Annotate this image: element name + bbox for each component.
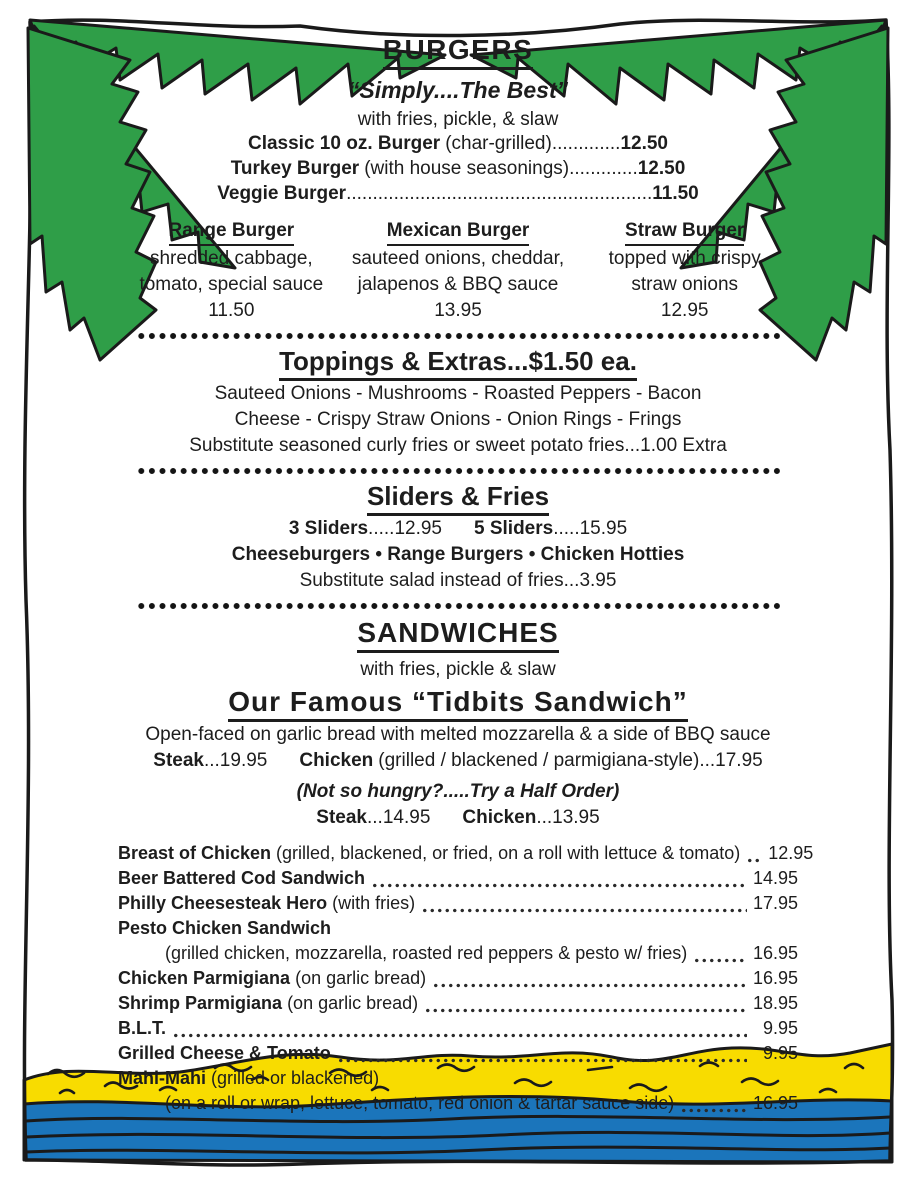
menu-item-continuation-row: (on a roll or wrap, lettuce, tomato, red onion & tartar sauce side) 16.95 [165,1093,798,1113]
dot-leader [371,883,747,888]
dot-leader [421,908,747,913]
menu-item-row: Mahi-Mahi (grilled or blackened) [118,1068,380,1088]
burger-item: Classic 10 oz. Burger (char-grilled).............12.50 [247,133,668,154]
sliders-section-title: Sliders & Fries [118,481,798,516]
specialty-burger-column: Range Burger shredded cabbage, tomato, special sauce 11.50 [118,218,345,324]
dot-leader [424,1008,747,1013]
specialty-burger-price: 13.95 [434,300,482,321]
specialty-burgers [118,218,798,324]
dotted-divider [136,602,780,610]
dot-leader [693,958,747,963]
toppings-line: Cheese - Crispy Straw Onions - Onion Rings - Frings [234,409,682,430]
sliders-substitute-line: Substitute salad instead of fries...3.95 [299,570,617,591]
menu-item-row: Grilled Cheese & Tomato 9.95 [118,1043,798,1063]
sliders-prices-line: 3 Sliders.....12.95 5 Sliders.....15.95 [288,518,628,539]
toppings-line: Substitute seasoned curly fries or sweet potato fries...1.00 Extra [189,435,727,456]
specialty-burger-column: Mexican Burger sauteed onions, cheddar, jalapenos & BBQ sauce 13.95 [345,218,572,324]
burgers-tagline: “Simply....The Best” [347,77,569,103]
tidbits-half-prices: Steak...14.95 Chicken...13.95 [316,807,600,828]
burger-item: Turkey Burger (with house seasonings).............12.50 [230,158,686,179]
menu-item-continuation-row: (grilled chicken, mozzarella, roasted red peppers & pesto w/ fries) 16.95 [165,943,798,963]
tidbits-description: Open-faced on garlic bread with melted mozzarella & a side of BBQ sauce [145,724,771,745]
dot-leader [680,1108,747,1113]
dot-leader [337,1058,747,1063]
menu-item-row: Philly Cheesesteak Hero (with fries) 17.95 [118,893,798,913]
dotted-divider [136,332,780,340]
menu-item-row: Pesto Chicken Sandwich [118,918,332,938]
burgers-section-title: BURGERS [118,34,798,70]
menu-content [118,0,814,1118]
sliders-varieties-line: Cheeseburgers • Range Burgers • Chicken Hotties [231,544,685,565]
tidbits-title: Our Famous “Tidbits Sandwich” [118,685,798,722]
toppings-line: Sauteed Onions - Mushrooms - Roasted Peppers - Bacon [214,383,702,404]
dot-leader [746,858,762,863]
burger-item: Veggie Burger..........................................................11.50 [217,183,699,204]
sandwiches-section-title: SANDWICHES [118,616,798,653]
burgers-note: with fries, pickle, & slaw [357,109,559,130]
toppings-section-title: Toppings & Extras...$1.50 ea. [118,346,798,381]
menu-item-row: B.L.T. 9.95 [118,1018,798,1038]
menu-item-row: Chicken Parmigiana (on garlic bread) 16.95 [118,968,798,988]
specialty-burger-column: Straw Burger topped with crispy straw onions 12.95 [571,218,798,324]
dotted-divider [136,467,780,475]
menu-item-row: Shrimp Parmigiana (on garlic bread) 18.95 [118,993,798,1013]
specialty-burger-price: 12.95 [660,300,709,321]
menu-item-row: Breast of Chicken (grilled, blackened, or fried, on a roll with lettuce & tomato) 12.95 [118,843,814,863]
menu-item-row: Beer Battered Cod Sandwich 14.95 [118,868,798,888]
sandwich-list [118,843,814,1118]
tidbits-full-prices: Steak...19.95 Chicken (grilled / blackened / parmigiana-style)...17.95 [153,750,763,771]
sandwiches-note: with fries, pickle & slaw [360,659,556,680]
dot-leader [172,1033,747,1038]
dot-leader [432,983,747,988]
specialty-burger-price: 11.50 [208,300,255,321]
tidbits-half-order-heading: (Not so hungry?.....Try a Half Order) [296,781,620,802]
